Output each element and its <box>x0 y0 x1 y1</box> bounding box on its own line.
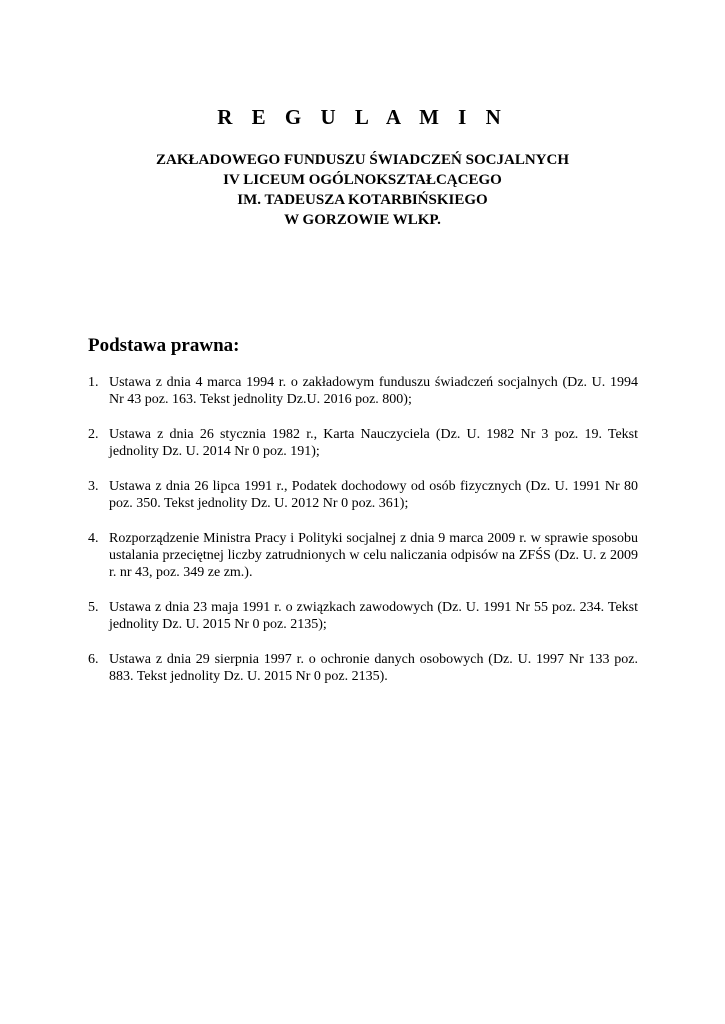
subtitle-line: W GORZOWIE WLKP. <box>284 212 441 228</box>
subtitle-line: ZAKŁADOWEGO FUNDUSZU ŚWIADCZEŃ SOCJALNYCH <box>156 152 569 168</box>
section-heading-legal-basis: Podstawa prawna: <box>88 335 240 356</box>
list-item <box>88 530 638 581</box>
list-item-number: 5. <box>88 600 99 615</box>
list-item-text: Ustawa z dnia 4 marca 1994 r. o zakładowym funduszu świadczeń socjalnych (Dz. U. 1994 Nr 43 poz. 163. Tekst jednolity Dz.U. 2016 poz. 800); <box>109 375 638 407</box>
list-item-text: Ustawa z dnia 26 stycznia 1982 r., Karta Nauczyciela (Dz. U. 1982 Nr 3 poz. 19. Tekst jednolity Dz. U. 2014 Nr 0 poz. 191); <box>109 427 638 459</box>
list-item-text: Ustawa z dnia 26 lipca 1991 r., Podatek dochodowy od osób fizycznych (Dz. U. 1991 Nr 80 poz. 350. Tekst jednolity Dz. U. 2012 Nr 0 poz. 361); <box>109 479 638 511</box>
list-item <box>88 426 638 460</box>
legal-basis-list <box>88 374 638 703</box>
list-item-number: 3. <box>88 479 99 494</box>
list-item <box>88 651 638 685</box>
list-item-number: 1. <box>88 375 99 390</box>
list-item <box>88 478 638 512</box>
list-item <box>88 374 638 408</box>
list-item-number: 2. <box>88 427 99 442</box>
list-item-text: Ustawa z dnia 23 maja 1991 r. o związkach zawodowych (Dz. U. 1991 Nr 55 poz. 234. Tekst jednolity Dz. U. 2015 Nr 0 poz. 2135); <box>109 600 638 632</box>
list-item-text: Rozporządzenie Ministra Pracy i Polityki socjalnej z dnia 9 marca 2009 r. w sprawie sposobu ustalania przeciętnej liczby zatrudnionych w celu naliczania odpisów na ZFŚS (Dz. U. z 2009 r. nr 43, poz. 349 ze zm.). <box>109 531 638 580</box>
list-item-number: 4. <box>88 531 99 546</box>
subtitle-line: IV LICEUM OGÓLNOKSZTAŁCĄCEGO <box>223 172 502 188</box>
list-item <box>88 599 638 633</box>
list-item-text: Ustawa z dnia 29 sierpnia 1997 r. o ochronie danych osobowych (Dz. U. 1997 Nr 133 poz. 883. Tekst jednolity Dz. U. 2015 Nr 0 poz. 2135). <box>109 652 638 684</box>
document-subtitle <box>0 150 725 230</box>
document-title: R E G U L A M I N <box>217 105 508 129</box>
subtitle-line: IM. TADEUSZA KOTARBIŃSKIEGO <box>237 192 488 208</box>
list-item-number: 6. <box>88 652 99 667</box>
